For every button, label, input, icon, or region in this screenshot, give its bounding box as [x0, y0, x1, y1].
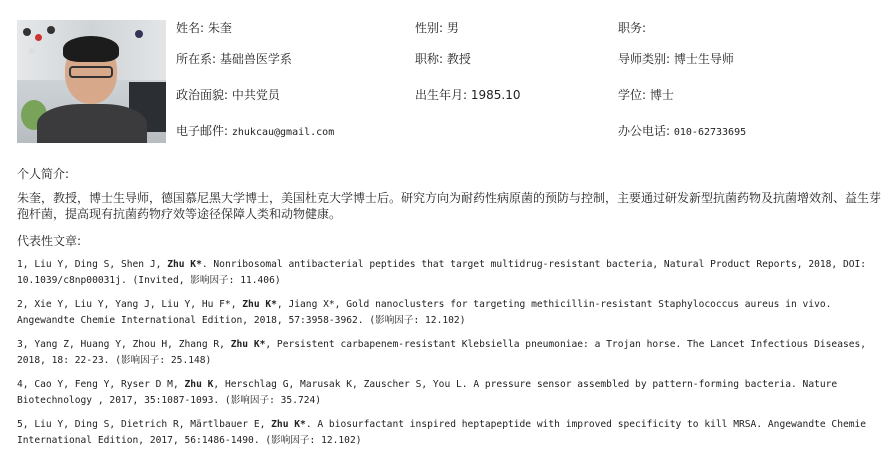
publication-details: , Jiang X*, Gold nanoclusters for targeting methicillin-resistant Staphylococcus aureus in vivo. Angewandte Chemie International Edition, 2018, 57:3958-3962. (影响因子: 12.102) [17, 299, 832, 326]
publication-highlight-author: Zhu K* [271, 419, 306, 430]
publication-highlight-author: Zhu K [184, 379, 214, 390]
political-status-field: 政治面貌: 中共党员 [176, 88, 280, 102]
photo-person-body [37, 104, 147, 143]
photo-person-glasses [69, 66, 113, 78]
publication-item [17, 417, 887, 449]
name-field: 姓名: 朱奎 [176, 21, 232, 35]
title-field: 职称: 教授 [415, 52, 471, 66]
publication-authors: 4, Cao Y, Feng Y, Ryser D M, [17, 379, 185, 390]
publication-item [17, 297, 887, 329]
publication-highlight-author: Zhu K* [167, 259, 202, 270]
intro-text: 朱奎，教授，博士生导师，德国慕尼黑大学博士，美国杜克大学博士后。研究方向为耐药性病原菌的预防与控制，主要通过研发新型抗菌药物及抗菌增效剂、益生芽孢杆菌，提高现有抗菌药物疗效等途径保障人类和动物健康。 [17, 191, 882, 221]
photo-person-hair [63, 36, 119, 62]
publication-authors: 2, Xie Y, Liu Y, Yang J, Liu Y, Hu F*, [17, 299, 243, 310]
birth-field: 出生年月: 1985.10 [415, 88, 521, 102]
publication-authors: 3, Yang Z, Huang Y, Zhou H, Zhang R, [17, 339, 231, 350]
phone-label: 办公电话: [618, 124, 674, 138]
profile-photo [17, 20, 166, 143]
phone-row [618, 123, 746, 141]
publication-details: , Persistent carbapenem-resistant Klebsiella pneumoniae: a Trojan horse. The Lancet Infectious Diseases, 2018, 18: 22-23. (影响因子: 25.148) [17, 339, 867, 366]
publication-highlight-author: Zhu K* [242, 299, 277, 310]
photo-molecule-model [29, 48, 35, 54]
intro-heading: 个人简介: [17, 167, 70, 181]
publication-item [17, 257, 887, 289]
photo-molecule-model [23, 28, 31, 36]
publication-item [17, 377, 887, 409]
photo-molecule-model [35, 34, 42, 41]
phone-value: 010-62733695 [673, 127, 747, 138]
publication-authors: 5, Liu Y, Ding S, Dietrich R, Märtlbauer E, [17, 419, 272, 430]
photo-molecule-model [135, 30, 143, 38]
position-field: 职务: [618, 21, 647, 35]
email-label: 电子邮件: [176, 124, 232, 138]
degree-field: 学位: 博士 [618, 88, 674, 102]
publication-details: , Herschlag G, Marusak K, Zauscher S, You L. A pressure sensor assembled by pattern-forming bacteria. Nature Biotechnology , 2017, 35:1087-1093. (影响因子: 35.724) [17, 379, 838, 406]
photo-molecule-model [47, 26, 55, 34]
email-row [176, 123, 334, 141]
publication-item [17, 337, 887, 369]
publication-authors: 1, Liu Y, Ding S, Shen J, [17, 259, 168, 270]
email-link[interactable]: zhukcau@gmail.com [231, 127, 335, 138]
gender-field: 性别: 男 [415, 21, 459, 35]
supervisor-type-field: 导师类别: 博士生导师 [618, 52, 734, 66]
publication-details: . Nonribosomal antibacterial peptides that target multidrug-resistant bacteria, Natural Product Reports, 2018, DOI: 10.1039/c8np00031j. (Invited, 影响因子: 11.406) [17, 259, 867, 286]
publication-details: . A biosurfactant inspired heptapeptide with improved specificity to kill MRSA. Angewandte Chemie International Edition, 2017, 56:1486-1490. (影响因子: 12.102) [17, 419, 867, 446]
publication-highlight-author: Zhu K* [230, 339, 266, 350]
publications-heading: 代表性文章: [17, 234, 82, 248]
department-field: 所在系: 基础兽医学系 [176, 52, 292, 66]
